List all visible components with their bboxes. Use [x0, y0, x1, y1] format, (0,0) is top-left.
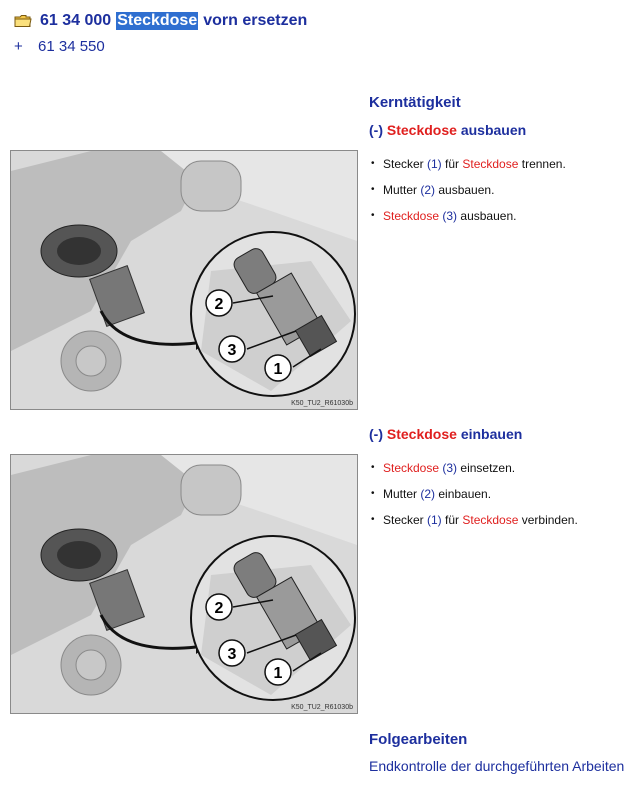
list-item: • Steckdose (3) einsetzen.	[369, 460, 578, 486]
subsection-remove-title	[369, 122, 526, 138]
figure-caption: K50_TU2_R61030b	[291, 704, 353, 711]
illustration-remove	[10, 150, 358, 410]
remove-steps	[369, 156, 566, 234]
section-title-core: Kerntätigkeit	[369, 94, 461, 111]
list-item: • Steckdose (3) ausbauen.	[369, 208, 566, 234]
install-suffix: einbauen	[460, 426, 523, 442]
subsection-install-title	[369, 426, 522, 442]
list-item: • Stecker (1) für Steckdose verbinden.	[369, 512, 578, 538]
page-title	[14, 10, 307, 32]
list-item: • Stecker (1) für Steckdose trennen.	[369, 156, 566, 182]
list-item: • Mutter (2) einbauen.	[369, 486, 578, 512]
callout-3-label: 3	[227, 646, 237, 663]
callout-2-label: 2	[214, 600, 224, 617]
callout-3-label: 3	[227, 342, 237, 359]
remove-red: Steckdose	[386, 122, 457, 138]
follow-link[interactable]: Endkontrolle der durchgeführten Arbeiten	[369, 758, 625, 774]
related-code[interactable]: 61 34 550	[38, 38, 105, 55]
title-rest: vorn ersetzen	[203, 12, 308, 29]
install-prefix: (-)	[369, 426, 383, 442]
folder-icon	[14, 14, 32, 28]
figure-caption: K50_TU2_R61030b	[291, 400, 353, 407]
callout-1-label: 1	[273, 361, 283, 378]
remove-prefix: (-)	[369, 122, 383, 138]
callout-1-label: 1	[273, 665, 283, 682]
illustration-install	[10, 454, 358, 714]
plus-icon: +	[14, 38, 23, 55]
related-item[interactable]	[14, 38, 105, 55]
callout-2-label: 2	[214, 296, 224, 313]
illustration-install-svg	[11, 455, 357, 713]
title-highlight: Steckdose	[117, 12, 198, 29]
section-title-follow: Folgearbeiten	[369, 731, 468, 748]
list-item: • Mutter (2) ausbauen.	[369, 182, 566, 208]
install-red: Steckdose	[386, 426, 457, 442]
illustration-remove-svg	[11, 151, 357, 409]
install-steps	[369, 460, 578, 538]
remove-suffix: ausbauen	[460, 122, 527, 138]
title-code: 61 34 000	[40, 12, 112, 29]
